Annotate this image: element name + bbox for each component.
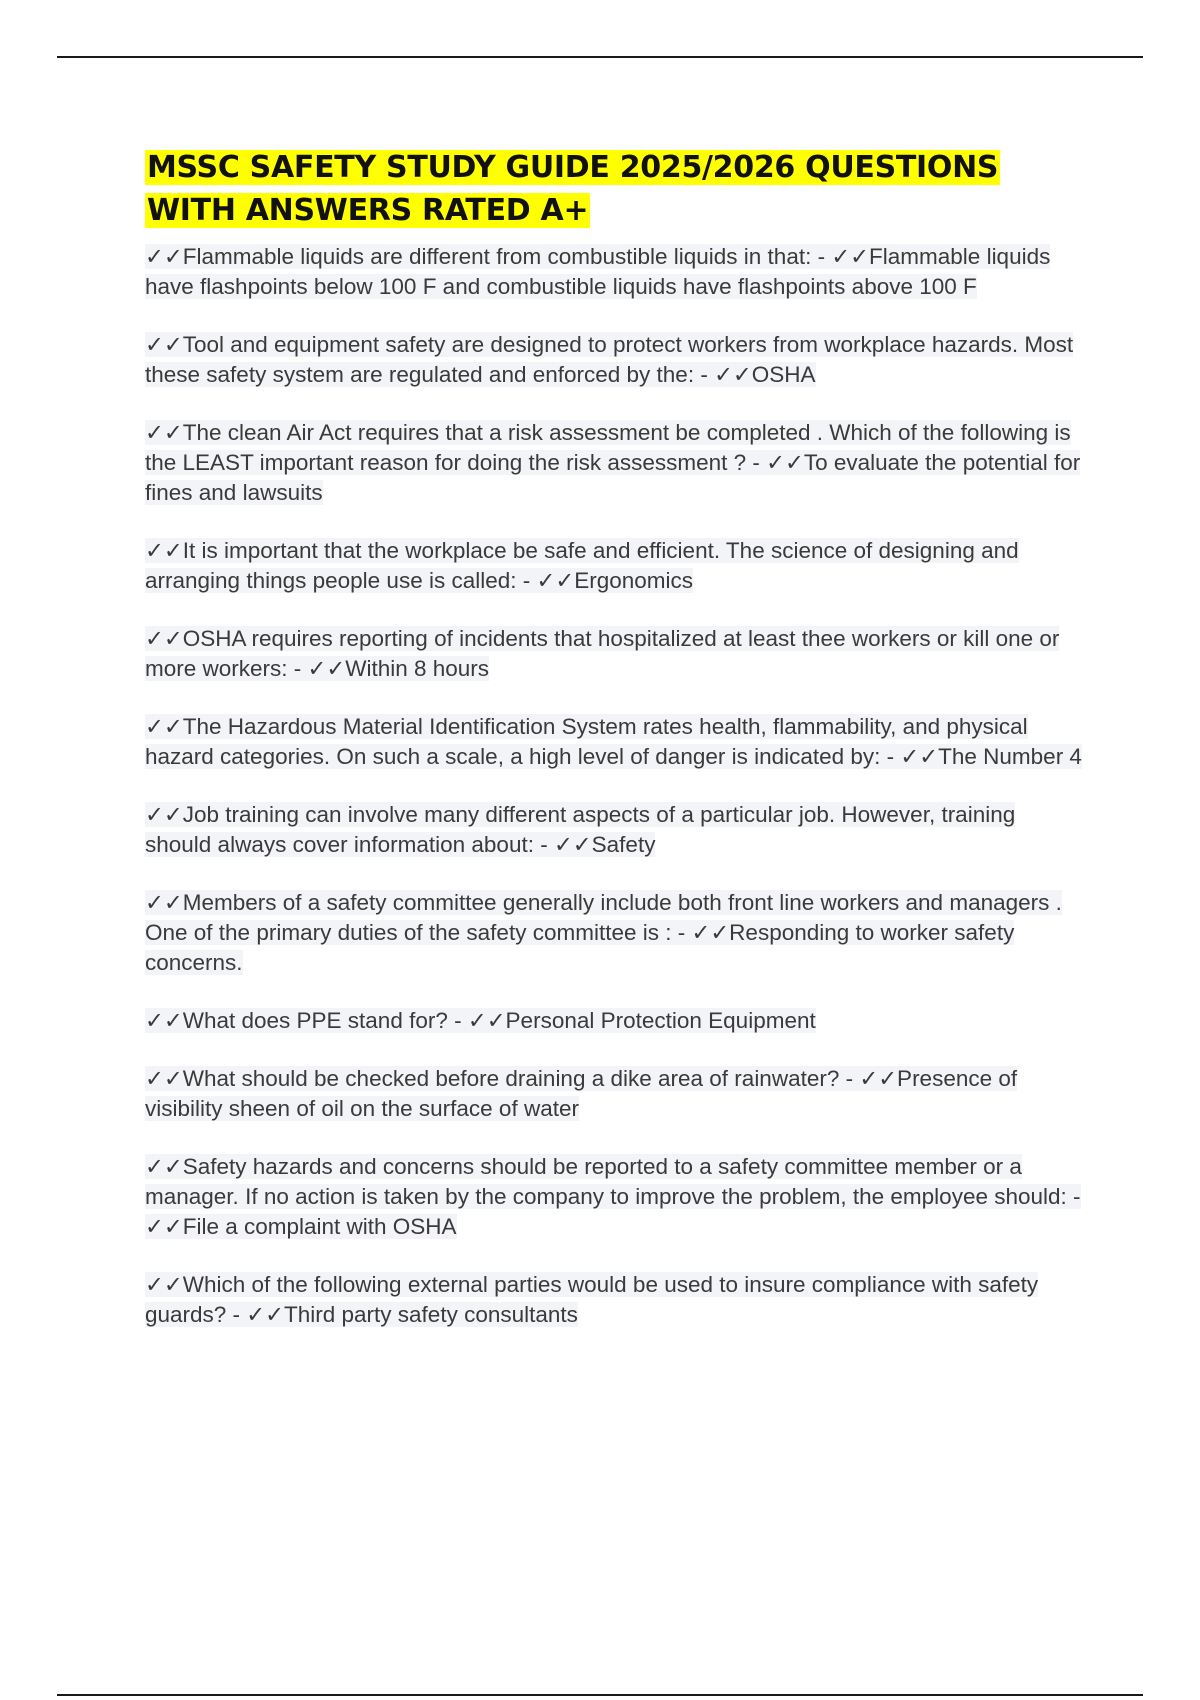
qa-item <box>145 1152 1090 1242</box>
qa-item <box>145 888 1090 978</box>
qa-item-text: ✓✓The clean Air Act requires that a risk assessment be completed . Which of the following is the LEAST important reason for doing the risk assessment ? - ✓✓To evaluate the potential for fines and lawsuits <box>145 420 1081 505</box>
qa-item-text: ✓✓What does PPE stand for? - ✓✓Personal Protection Equipment <box>145 1008 816 1033</box>
qa-item <box>145 712 1090 772</box>
qa-item-text: ✓✓What should be checked before draining a dike area of rainwater? - ✓✓Presence of visibility sheen of oil on the surface of water <box>145 1066 1018 1121</box>
qa-item-text: ✓✓Members of a safety committee generally include both front line workers and managers . One of the primary duties of the safety committee is : - ✓✓Responding to worker safety concerns. <box>145 890 1062 975</box>
qa-item-text: ✓✓Flammable liquids are different from combustible liquids in that: - ✓✓Flammable liquids have flashpoints below 100 F and combustible liquids have flashpoints above 100 F <box>145 244 1051 299</box>
document-title <box>145 146 1090 232</box>
qa-item-text: ✓✓The Hazardous Material Identification System rates health, flammability, and physical hazard categories. On such a scale, a high level of danger is indicated by: - ✓✓The Number 4 <box>145 714 1082 769</box>
document-title-text: MSSC SAFETY STUDY GUIDE 2025/2026 QUESTIONS WITH ANSWERS RATED A+ <box>147 150 999 228</box>
page-bottom-rule <box>57 1694 1143 1696</box>
qa-item-text: ✓✓Tool and equipment safety are designed to protect workers from workplace hazards. Most these safety system are regulated and enforced by the: - ✓✓OSHA <box>145 332 1074 387</box>
qa-item <box>145 800 1090 860</box>
qa-item <box>145 1270 1090 1330</box>
qa-item <box>145 418 1090 508</box>
qa-item-text: ✓✓Which of the following external parties would be used to insure compliance with safety guards? - ✓✓Third party safety consultants <box>145 1272 1039 1327</box>
qa-item-text: ✓✓Job training can involve many different aspects of a particular job. However, training should always cover information about: - ✓✓Safety <box>145 802 1016 857</box>
qa-item <box>145 330 1090 390</box>
qa-item <box>145 624 1090 684</box>
qa-item-text: ✓✓It is important that the workplace be safe and efficient. The science of designing and arranging things people use is called: - ✓✓Ergonomics <box>145 538 1019 593</box>
page-top-rule <box>57 56 1143 58</box>
qa-item <box>145 536 1090 596</box>
qa-item <box>145 1064 1090 1124</box>
document-body <box>145 146 1090 1358</box>
qa-item-text: ✓✓OSHA requires reporting of incidents that hospitalized at least thee workers or kill one or more workers: - ✓✓Within 8 hours <box>145 626 1060 681</box>
qa-item-text: ✓✓Safety hazards and concerns should be reported to a safety committee member or a manager. If no action is taken by the company to improve the problem, the employee should: - ✓✓File a complaint with OSHA <box>145 1154 1081 1239</box>
qa-item <box>145 242 1090 302</box>
qa-item <box>145 1006 1090 1036</box>
